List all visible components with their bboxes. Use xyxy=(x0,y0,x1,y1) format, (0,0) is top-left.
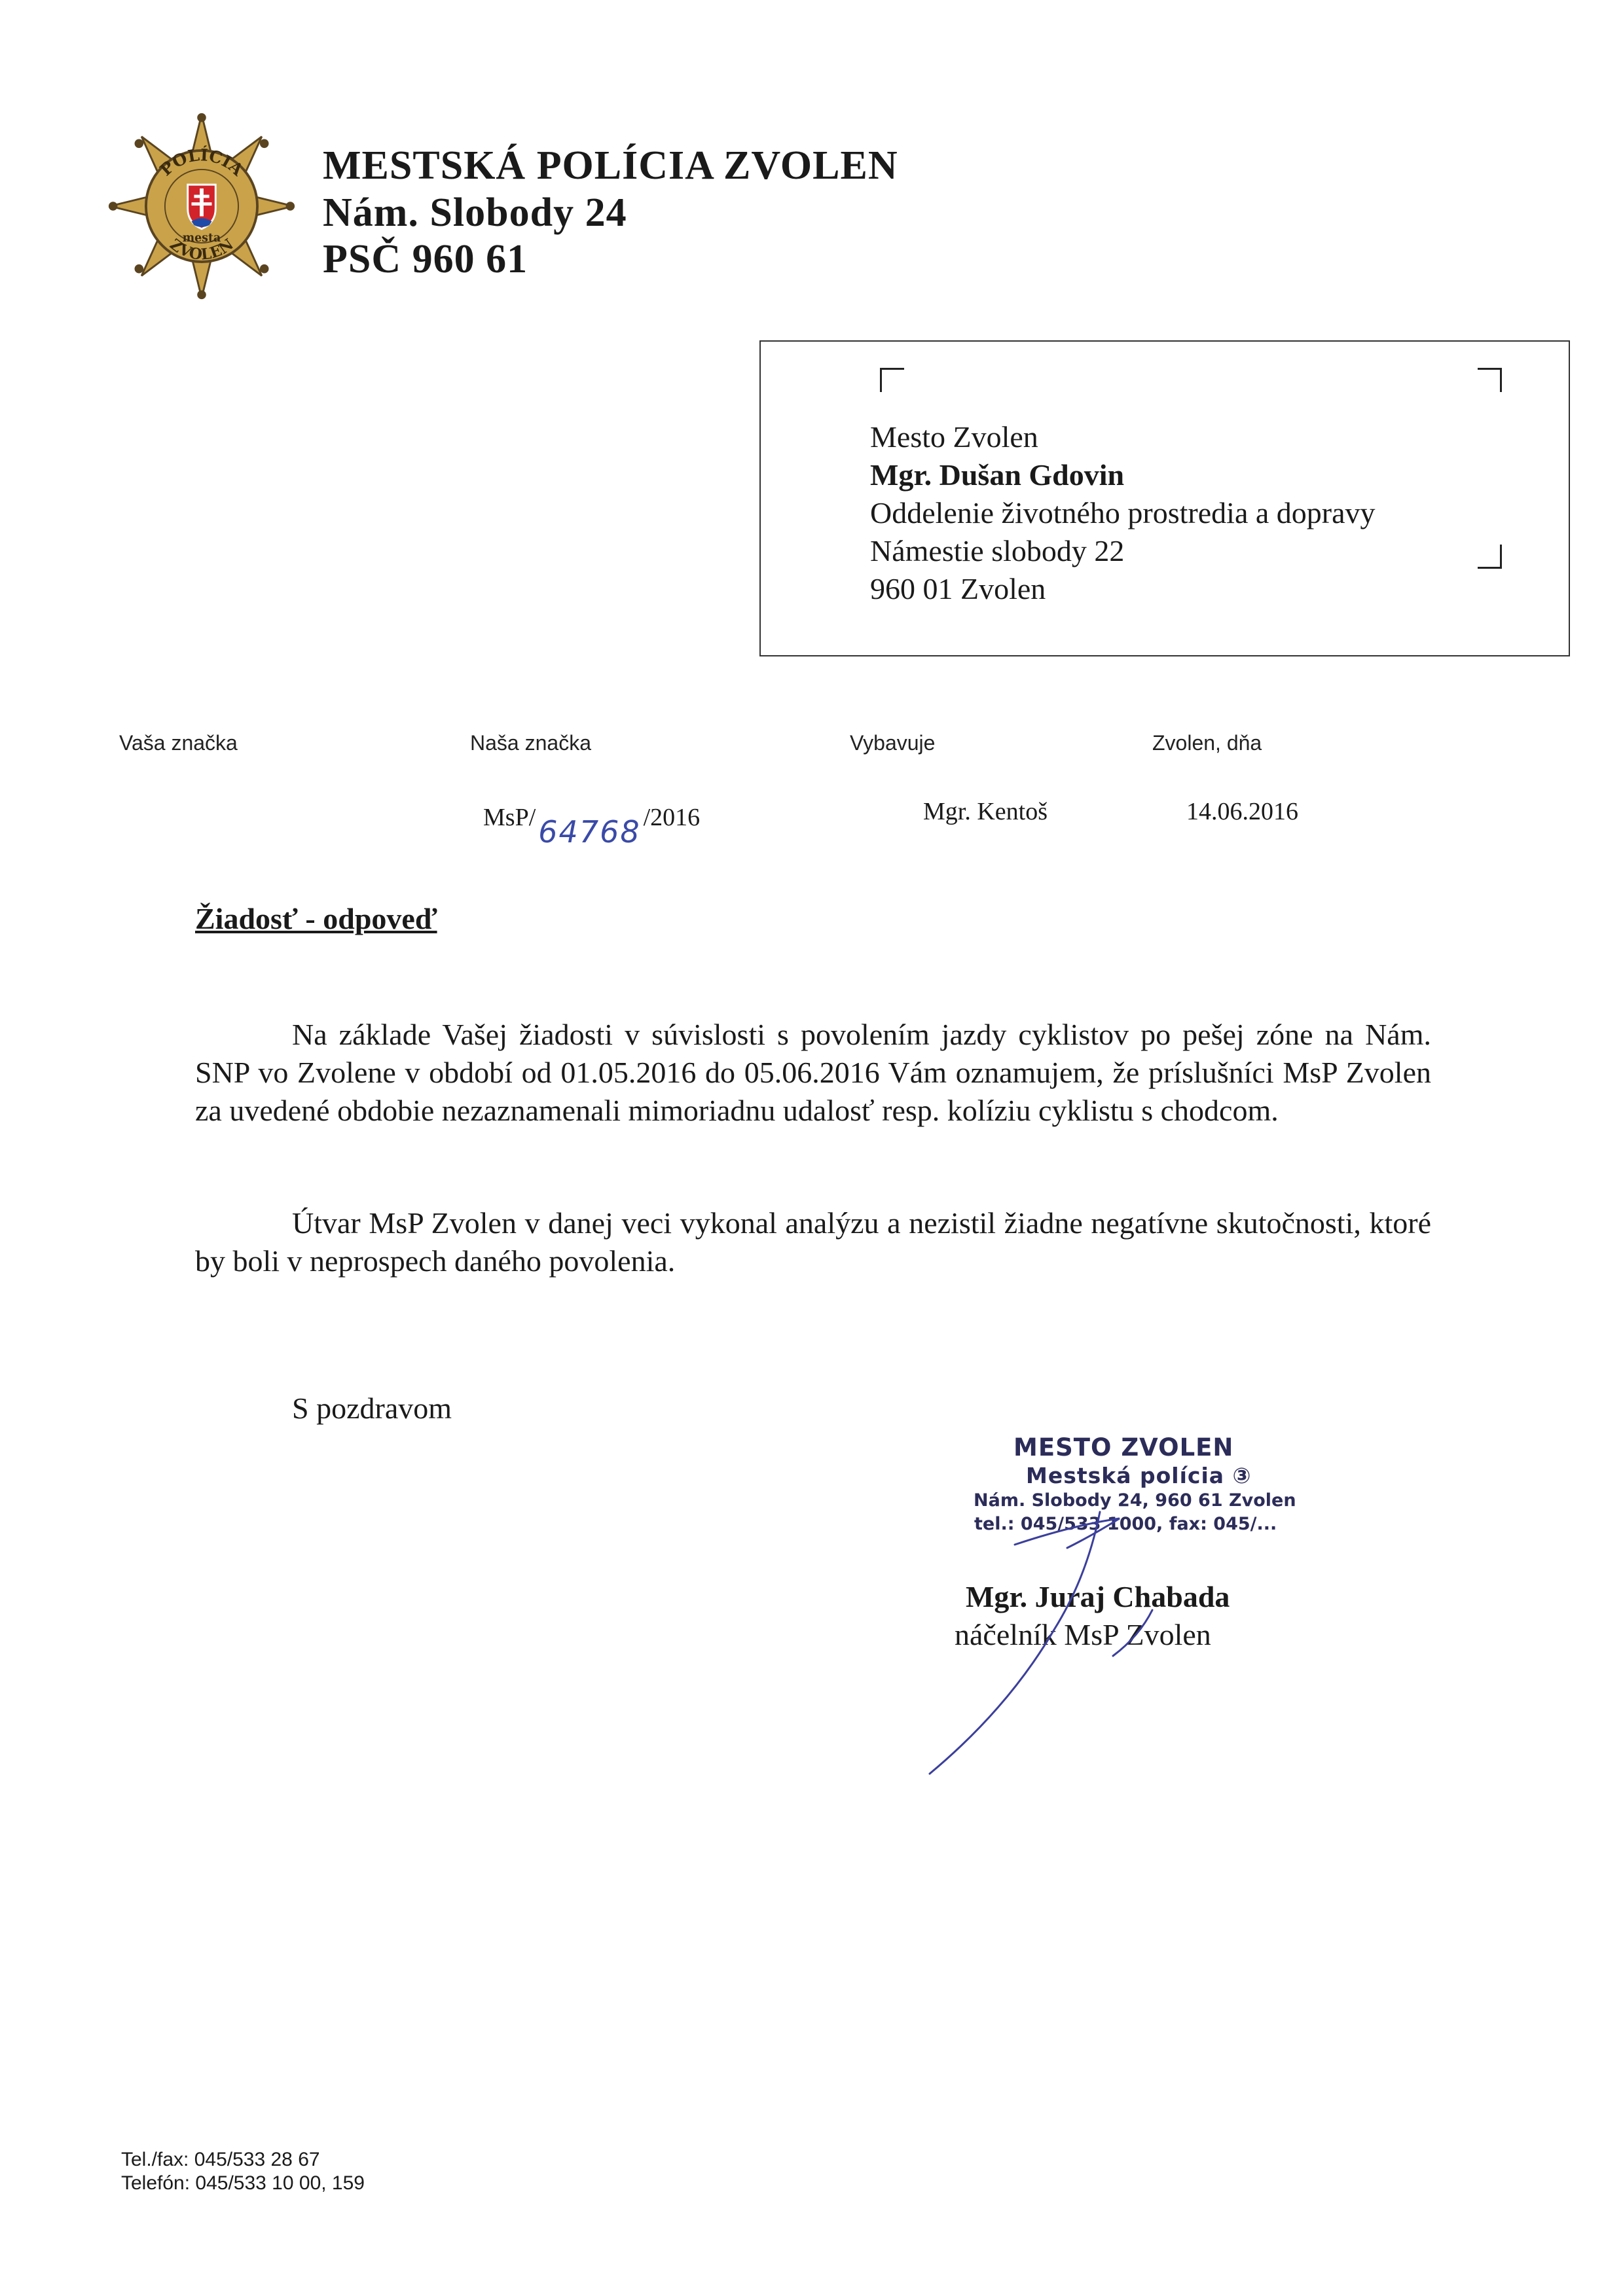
place-date-label: Zvolen, dňa xyxy=(1152,731,1262,755)
closing-greeting: S pozdravom xyxy=(292,1391,452,1425)
recipient-organization: Mesto Zvolen xyxy=(870,420,1038,454)
handler-value: Mgr. Kentoš xyxy=(923,798,1048,825)
corner-mark-top-left xyxy=(880,368,904,392)
our-reference-handwritten-number: 64768 xyxy=(538,814,641,850)
our-reference-prefix: MsP/ xyxy=(483,804,536,831)
recipient-person: Mgr. Dušan Gdovin xyxy=(870,458,1125,492)
institution-name: MESTSKÁ POLÍCIA ZVOLEN xyxy=(323,143,898,188)
stamp-line-3: Nám. Slobody 24, 960 61 Zvolen xyxy=(974,1490,1296,1511)
institution-postal-code: PSČ 960 61 xyxy=(323,237,528,281)
institution-street: Nám. Slobody 24 xyxy=(323,190,627,235)
our-reference-suffix: /2016 xyxy=(643,804,701,831)
footer-telfax: Tel./fax: 045/533 28 67 xyxy=(121,2149,320,2170)
handwritten-signature-icon xyxy=(903,1499,1270,1787)
body-paragraph-2: Útvar MsP Zvolen v danej veci vykonal analýzu a nezistil žiadne negatívne skutočnosti, ktoré by boli v neprospech daného povolenia. xyxy=(195,1206,1431,1278)
date-value: 14.06.2016 xyxy=(1186,798,1298,825)
body-paragraph-1: Na základe Vašej žiadosti v súvislosti s povolením jazdy cyklistov po pešej zóne na Nám. SNP vo Zvolene v období od 01.05.2016 do 05.06.2016 Vám oznamujem, že príslušníci MsP Zvolen za uvedené obdobie nezaznamenali mimoriadnu udalosť resp. kolíziu cyklistu s chodcom. xyxy=(195,1018,1431,1127)
handler-label: Vybavuje xyxy=(850,731,936,755)
stamp-line-1: MESTO ZVOLEN xyxy=(1013,1433,1234,1462)
logo-middle-text: mesta xyxy=(182,232,221,245)
corner-mark-top-right xyxy=(1478,368,1502,392)
logo-top-text: POLÍCIA xyxy=(156,145,247,180)
recipient-department: Oddelenie životného prostredia a dopravy xyxy=(870,496,1376,529)
slovak-cross-shield-icon xyxy=(188,185,216,229)
signer-name: Mgr. Juraj Chabada xyxy=(966,1580,1230,1613)
letter-subject: Žiadosť - odpoveď xyxy=(195,902,437,935)
signer-title: náčelník MsP Zvolen xyxy=(955,1618,1211,1651)
your-reference-label: Vaša značka xyxy=(119,731,238,755)
our-reference-label: Naša značka xyxy=(470,731,591,755)
police-badge-logo xyxy=(107,111,297,301)
recipient-street: Námestie slobody 22 xyxy=(870,534,1125,567)
footer-phone: Telefón: 045/533 10 00, 159 xyxy=(121,2172,365,2194)
recipient-city: 960 01 Zvolen xyxy=(870,572,1046,605)
stamp-line-4: tel.: 045/533 1000, fax: 045/... xyxy=(974,1514,1277,1534)
logo-bottom-text: ZVOLEN xyxy=(166,235,237,264)
corner-mark-bottom-right xyxy=(1478,545,1502,569)
our-reference-value xyxy=(483,797,701,850)
stamp-line-2: Mestská polícia ③ xyxy=(1026,1463,1252,1488)
recipient-address-box xyxy=(759,340,1570,656)
